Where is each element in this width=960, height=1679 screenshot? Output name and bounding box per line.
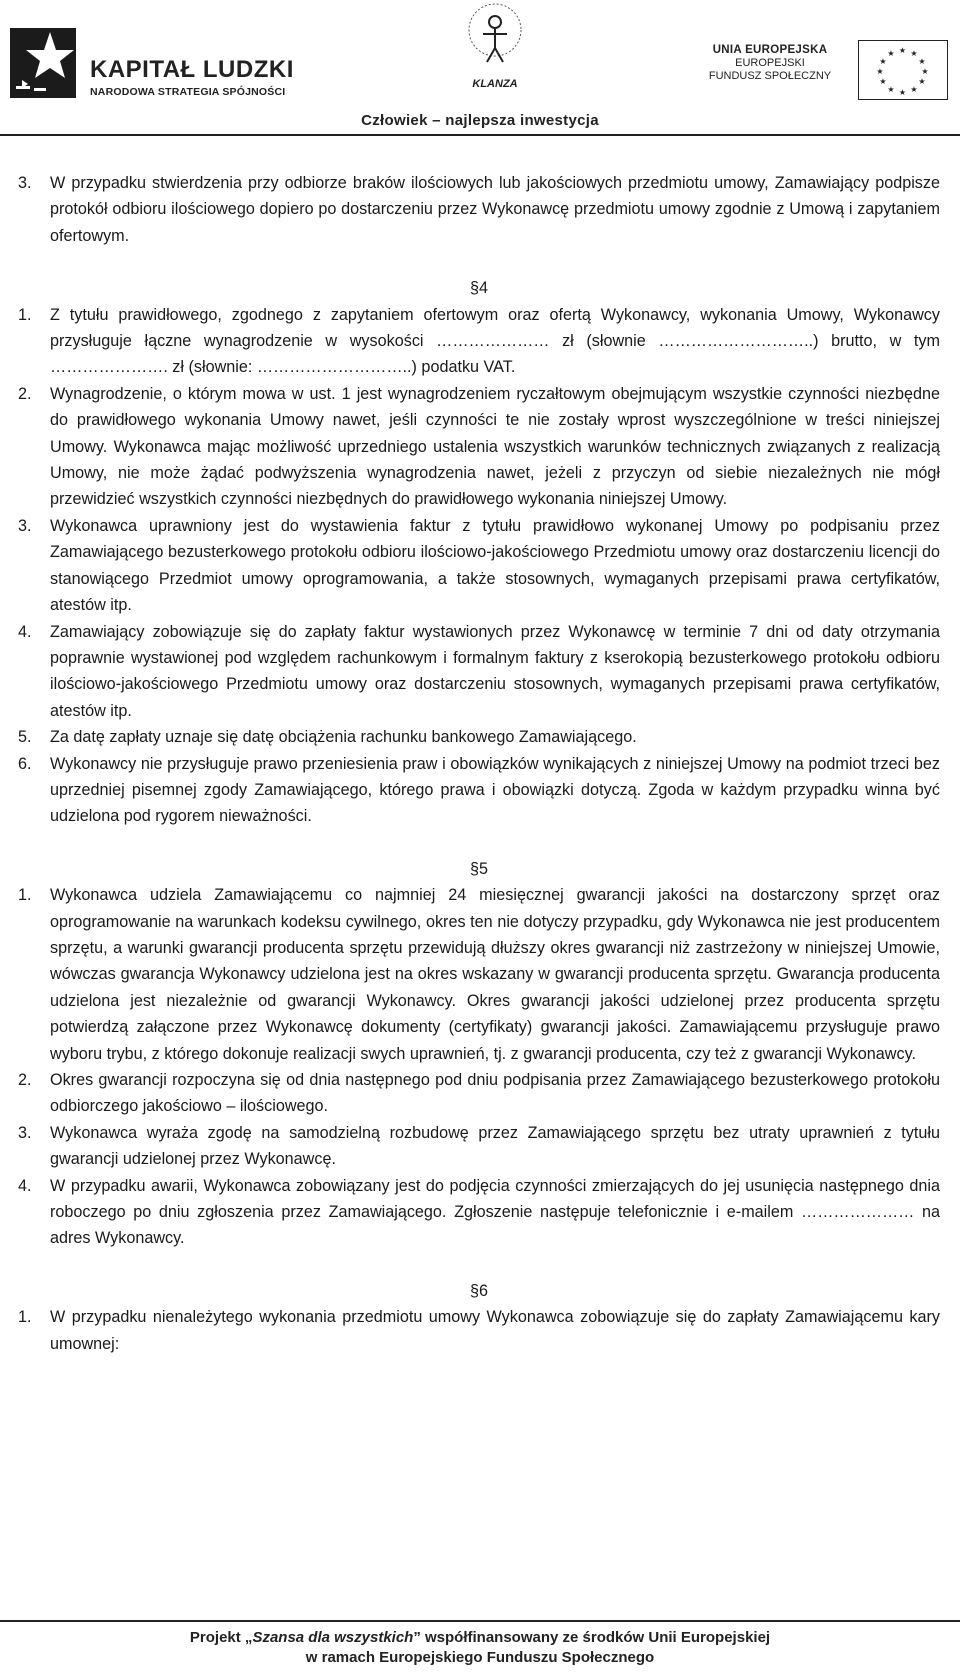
ue-line-2: EUROPEJSKI — [735, 57, 805, 69]
item-number: 3. — [18, 1123, 32, 1142]
item-text: W przypadku nienależytego wykonania przedmiotu umowy Wykonawca zobowiązuje się do zapłaty Zamawiającemu kary umownej: — [50, 1308, 940, 1353]
page-header — [0, 0, 960, 140]
item-number: 2. — [18, 384, 32, 403]
svg-text:★: ★ — [887, 49, 895, 58]
item-number: 2. — [18, 1071, 32, 1089]
ue-line-1: UNIA EUROPEJSKA — [712, 44, 828, 56]
item-text: Wynagrodzenie, o którym mowa w ust. 1 jest wynagrodzeniem ryczałtowym obejmującym wszystkie czynności niezbędne do prawidłowego wykonania Umowy nawet, jeśli czynności te nie zostały wprost wyszczególnione w treści niniejszej Umowy. Wykonawca mając możliwość uprzedniego ustalenia wszystkich warunków technicznych związanych z realizacją Umowy, nie może żądać podwyższenia wynagrodzenia nawet, jeżeli z przyczyn od siebie niezależnych nie mógł przewidzieć wszystkich czynności niezbędnych do prawidłowego wykonania niniejszej Umowy. — [50, 384, 940, 509]
eu-flag-icon — [858, 40, 948, 100]
list-item — [18, 724, 940, 750]
list-item — [18, 381, 940, 513]
list-item — [18, 751, 940, 830]
page-footer — [0, 1628, 960, 1668]
svg-text:★: ★ — [879, 57, 887, 66]
svg-text:★: ★ — [898, 46, 907, 55]
item-text: Za datę zapłaty uznaje się datę obciążenia rachunku bankowego Zamawiającego. — [50, 728, 637, 747]
list-item — [18, 170, 940, 249]
list-item — [18, 1173, 940, 1252]
list-item — [18, 1067, 940, 1120]
ue-text-block — [700, 44, 840, 82]
item-number: 6. — [18, 754, 32, 773]
item-number: 4. — [18, 622, 32, 641]
item-text: Okres gwarancji rozpoczyna się od dnia następnego pod dniu podpisania przez Zamawiającego bezusterkowego protokołu odbiorczego jakościowo – ilościowego. — [50, 1071, 940, 1116]
unia-europejska-logo — [690, 40, 950, 100]
item-text: W przypadku awarii, Wykonawca zobowiązany jest do podjęcia czynności zmierzających do jej usunięcia następnego dnia roboczego po dniu zgłoszenia przez Zamawiającego. Zgłoszenie następuje telefonicznie i e-mailem ………………… na adres Wykonawcy. — [50, 1176, 940, 1248]
footer-line-1 — [0, 1628, 960, 1648]
list-item — [18, 882, 940, 1067]
ue-line-3: FUNDUSZ SPOŁECZNY — [708, 70, 832, 82]
kapital-ludzki-title: KAPITAŁ LUDZKI — [90, 56, 294, 83]
footer-divider — [0, 1620, 960, 1622]
footer-line-1-end: ” współfinansowany ze środków Unii Europejskiej — [413, 1629, 771, 1646]
item-number: 1. — [18, 1308, 32, 1327]
item-number: 4. — [18, 1176, 32, 1195]
item-text: Zamawiający zobowiązuje się do zapłaty faktur wystawionych przez Wykonawcę w terminie 7 dni od daty otrzymania poprawnie wystawionej pod względem rachunkowym i formalnym faktury z kserokopią bezusterkowego protokołu odbioru ilościowo-jakościowego Przedmiotu umowy oraz dostarczeniu stosownych, wymaganych przepisami prawa certyfikatów, atestów itp. — [50, 622, 940, 720]
list-item — [18, 619, 940, 725]
footer-project-name: Szansa dla wszystkich — [252, 1629, 414, 1646]
klanza-figure-icon — [455, 0, 535, 80]
svg-text:★: ★ — [918, 77, 926, 86]
item-text: Z tytułu prawidłowego, zgodnego z zapytaniem ofertowym oraz ofertą Wykonawcy, wykonania Umowy, Wykonawcy przysługuje łączne wynagrodzenie w wysokości ………………… zł (słownie ………………………..) brutto, w tym …………………. zł (słownie: ………………………..) podatku VAT. — [50, 305, 940, 377]
list-item — [18, 1120, 940, 1173]
item-text: Wykonawca uprawniony jest do wystawienia faktur z tytułu prawidłowo wykonanej Umowy po podpisaniu przez Zamawiającego bezusterkowego protokołu odbioru ilościowo-jakościowego Przedmiotu umowy oraz dostarczeniu licencji do stanowiącego Przedmiot umowy oprogramowania, a także stosownych, wymaganych przepisami prawa certyfikatów, atestów itp. — [50, 516, 940, 615]
svg-text:★: ★ — [910, 85, 918, 94]
item-number: 3. — [18, 174, 32, 192]
item-text: Wykonawcy nie przysługuje prawo przeniesienia praw i obowiązków wynikających z niniejszej Umowy na podmiot trzeci bez uprzedniej pisemnej zgody Zamawiającego, którego prawa i obowiązki dotyczą. Zgoda w każdym przypadku winna być udzielona pod rygorem nieważności. — [50, 754, 940, 826]
kapital-ludzki-star-icon — [8, 22, 88, 102]
section-6 — [18, 1278, 940, 1357]
item-text: W przypadku stwierdzenia przy odbiorze braków ilościowych lub jakościowych przedmiotu umowy, Zamawiający podpisze protokół odbioru ilościowego dopiero po dostarczeniu przez Wykonawcę przedmiotu umowy zgodnie z Umową i zapytaniem ofertowym. — [50, 174, 940, 245]
header-motto: Człowiek – najlepsza inwestycja — [361, 112, 599, 129]
svg-text:★: ★ — [887, 85, 895, 94]
footer-line-2: w ramach Europejskiego Funduszu Społecznego — [305, 1649, 655, 1666]
section-heading: §4 — [469, 279, 488, 298]
item-number: 1. — [18, 305, 32, 324]
document-body — [18, 170, 940, 1357]
svg-text:★: ★ — [921, 67, 929, 76]
section-5 — [18, 856, 940, 1252]
section-heading: §6 — [469, 1281, 488, 1300]
svg-text:★: ★ — [910, 49, 918, 58]
item-number: 1. — [18, 886, 32, 905]
list-item — [18, 302, 940, 381]
kapital-ludzki-logo — [8, 22, 294, 102]
item-text: Wykonawca wyraża zgodę na samodzielną rozbudowę przez Zamawiającego sprzętu bez utraty uprawnień z tytułu gwarancji udzielonej przez Wykonawcę. — [50, 1123, 940, 1169]
list-item — [18, 1304, 940, 1357]
section-4 — [18, 275, 940, 830]
section-heading: §5 — [469, 859, 488, 878]
footer-line-1-start: Projekt „ — [189, 1629, 253, 1646]
svg-text:★: ★ — [879, 77, 887, 86]
kapital-ludzki-subtitle: NARODOWA STRATEGIA SPÓJNOŚCI — [90, 86, 286, 98]
section-continuation — [18, 170, 940, 249]
item-number: 5. — [18, 728, 32, 747]
klanza-label: KLANZA — [472, 78, 518, 90]
header-divider — [0, 134, 960, 136]
svg-text:★: ★ — [876, 67, 884, 76]
klanza-logo — [455, 0, 535, 98]
svg-text:★: ★ — [898, 88, 907, 97]
svg-text:★: ★ — [918, 57, 926, 66]
list-item — [18, 513, 940, 619]
item-text: Wykonawca udziela Zamawiającemu co najmniej 24 miesięcznej gwarancji jakości na dostarczony sprzęt oraz oprogramowanie na warunkach kodeksu cywilnego, okres ten nie dotyczy przypadku, gdy Wykonawca nie jest producentem sprzętu, a warunki gwarancji producenta sprzętu przewidują dłuższy okres gwarancji niż zastrzeżony w niniejszej Umowie, wówczas gwarancja Wykonawcy udzielona jest na okres wskazany w gwarancji producenta sprzętu. Gwarancja producenta udzielona jest niezależnie od gwarancji Wykonawcy. Okres gwarancji jakości udzielonej przez producenta sprzętu potwierdzą załączone przez Wykonawcę dokumenty (certyfikaty) gwarancji jakości. Zamawiającemu przysługuje prawo wyboru trybu, z którego dokonuje realizacji swych uprawnień, tj. z gwarancji producenta, czy też z gwarancji Wykonawcy. — [50, 886, 940, 1063]
item-number: 3. — [18, 516, 32, 535]
